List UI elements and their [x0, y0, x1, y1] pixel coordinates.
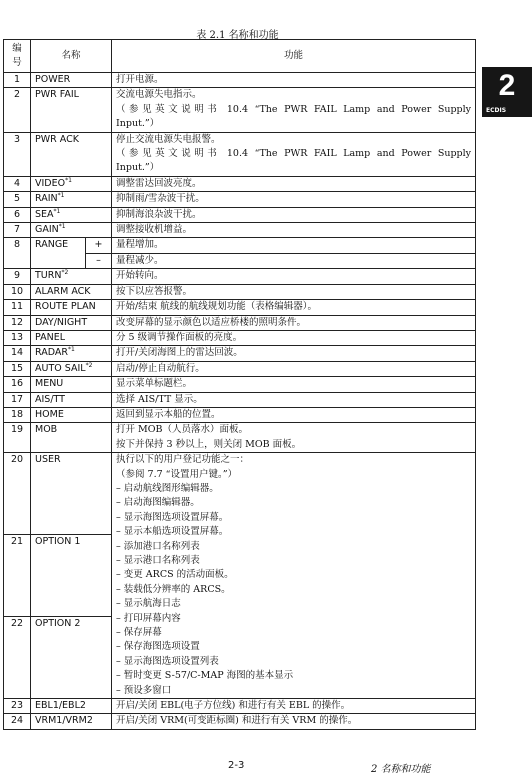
row-function	[112, 315, 476, 330]
function-line: 打开 MOB（人员落水）面板。	[116, 424, 249, 436]
row-name-text: MOB	[35, 424, 58, 436]
table-row	[4, 284, 476, 299]
range-minus: –	[86, 253, 112, 268]
function-line: （参见英文说明书 10.4 “The PWR FAIL Lamp and Power Supply	[116, 103, 472, 115]
row-function	[112, 330, 476, 345]
row-number: 5	[4, 192, 31, 207]
row-function	[112, 361, 476, 376]
row-function	[112, 407, 476, 422]
row-number: 15	[4, 361, 31, 376]
function-line: – 启动航线图形编辑器。	[116, 482, 219, 494]
function-line: 启动/停止自动航行。	[116, 362, 205, 374]
row-number: 11	[4, 300, 31, 315]
header-function: 功能	[112, 40, 476, 73]
row-name-text: AUTO SAIL	[35, 362, 86, 374]
function-line: 按下并保持 3 秒以上，则关闭 MOB 面板。	[116, 438, 302, 450]
row-number: 18	[4, 407, 31, 422]
row-name	[31, 300, 112, 315]
row-name: EBL1/EBL2	[31, 699, 112, 714]
table-row	[4, 315, 476, 330]
row-name-text: GAIN	[35, 224, 59, 236]
row-name	[31, 88, 112, 132]
table-row	[4, 223, 476, 238]
row-name	[31, 132, 112, 176]
function-line: – 装载低分辨率的 ARCS。	[116, 583, 231, 595]
row-name: OPTION 2	[31, 617, 112, 699]
function-line: 分 5 级调节操作面板的亮度。	[116, 331, 243, 343]
table-row	[4, 73, 476, 88]
function-line: 选择 AIS/TT 显示。	[116, 393, 203, 405]
table-row	[4, 361, 476, 376]
row-name-text: PWR ACK	[35, 133, 79, 145]
table-row	[4, 330, 476, 345]
function-line: 抑制海浪杂波干扰。	[116, 208, 202, 220]
table-row	[4, 207, 476, 222]
row-name	[31, 392, 112, 407]
function-line: （参见英文说明书 10.4 “The PWR FAIL Lamp and Power Supply	[116, 148, 472, 160]
row-name	[31, 284, 112, 299]
function-line: 返回到显示本船的位置。	[116, 408, 221, 420]
row-number: 4	[4, 176, 31, 191]
chapter-tab	[482, 67, 532, 117]
row-function	[112, 300, 476, 315]
row-name-text: RAIN	[35, 193, 58, 205]
footnote-mark: *2	[85, 361, 93, 369]
function-line: – 保存海图选项设置	[116, 641, 200, 653]
row-number: 1	[4, 73, 31, 88]
footnote-mark: *1	[53, 207, 61, 215]
row-number: 13	[4, 330, 31, 345]
row-number: 21	[4, 535, 31, 617]
row-function	[112, 392, 476, 407]
row-function	[112, 453, 476, 699]
row-name-text: VIDEO	[35, 177, 66, 189]
function-line: 调整雷达回波亮度。	[116, 177, 202, 189]
function-line: （参阅 7.7 “设置用户键。”）	[116, 468, 238, 480]
row-number: 20	[4, 453, 31, 535]
table-row	[4, 88, 476, 132]
row-name-text: MENU	[35, 378, 64, 390]
row-name-text: DAY/NIGHT	[35, 316, 88, 328]
function-line: – 显示海图选项设置屏幕。	[116, 511, 229, 523]
table-caption: 表 2.1 名称和功能	[196, 30, 279, 41]
row-name	[31, 192, 112, 207]
table-row	[4, 132, 476, 176]
table-row	[4, 453, 476, 535]
row-function	[112, 176, 476, 191]
row-number: 8	[4, 238, 31, 269]
row-name	[31, 330, 112, 345]
row-name-text: ROUTE PLAN	[35, 301, 96, 313]
row-number: 7	[4, 223, 31, 238]
row-function: 开启/关闭 EBL(电子方位线) 和进行有关 EBL 的操作。	[112, 699, 476, 714]
row-name	[31, 223, 112, 238]
row-function: 开启/关闭 VRM(可变距标圈) 和进行有关 VRM 的操作。	[112, 714, 476, 729]
function-line: – 显示航海日志	[116, 598, 181, 610]
row-function	[112, 346, 476, 361]
row-name	[31, 269, 112, 284]
table-row	[4, 407, 476, 422]
function-line: – 保存屏幕	[116, 627, 162, 639]
table-row	[4, 192, 476, 207]
header-name: 名称	[31, 40, 112, 73]
row-name-text: POWER	[35, 74, 71, 85]
row-number: 24	[4, 714, 31, 729]
footnote-mark: *1	[67, 346, 75, 354]
function-line: – 显示港口名称列表	[116, 555, 200, 566]
table-row	[4, 176, 476, 191]
row-number: 23	[4, 699, 31, 714]
row-number: 17	[4, 392, 31, 407]
row-name-text: PANEL	[35, 331, 66, 343]
function-line: 交流电源失电指示。	[116, 89, 202, 101]
row-function: 量程增加。	[112, 238, 476, 253]
function-line: 开始/结束 航线的航线规划功能（表格编辑器）。	[116, 301, 317, 313]
function-line: – 打印屏幕内容	[116, 612, 181, 624]
function-line: Input.”）	[116, 118, 160, 130]
table-row	[4, 238, 476, 253]
row-name-text: AIS/TT	[35, 393, 65, 405]
row-number: 14	[4, 346, 31, 361]
row-name-text: TURN	[35, 270, 62, 282]
table-row	[4, 346, 476, 361]
table-row	[4, 300, 476, 315]
row-name-text: RADAR	[35, 347, 68, 359]
function-line: 显示菜单标题栏。	[116, 378, 193, 390]
function-line: 开始转向。	[116, 270, 164, 282]
row-name: RANGE	[31, 238, 86, 269]
names-functions-table	[3, 39, 476, 730]
row-function	[112, 223, 476, 238]
row-function	[112, 377, 476, 392]
function-line: – 变更 ARCS 的活动面板。	[116, 569, 234, 581]
function-line: – 显示海图选项设置列表	[116, 655, 219, 667]
row-name	[31, 176, 112, 191]
row-name	[31, 207, 112, 222]
function-line: – 添加港口名称列表	[116, 540, 200, 552]
row-name	[31, 423, 112, 453]
row-name-text: SEA	[35, 208, 54, 220]
row-number: 10	[4, 284, 31, 299]
row-function	[112, 88, 476, 132]
footnote-mark: *1	[58, 222, 66, 230]
function-line: 停止交流电源失电报警。	[116, 133, 221, 145]
row-number: 2	[4, 88, 31, 132]
table-row	[4, 392, 476, 407]
row-function	[112, 73, 476, 88]
chapter-tab-label: ECDIS	[486, 107, 507, 114]
row-function: 量程减少。	[112, 253, 476, 268]
row-number: 3	[4, 132, 31, 176]
row-name	[31, 361, 112, 376]
row-name-text: HOME	[35, 408, 64, 420]
chapter-title: 2 名称和功能	[371, 764, 431, 775]
table-row	[4, 269, 476, 284]
table-row	[4, 377, 476, 392]
function-line: Input.”）	[116, 162, 160, 174]
page-number: 2-3	[228, 760, 245, 771]
function-line: 打开/关闭海图上的雷达回波。	[116, 347, 243, 359]
function-line: 按下以应答报警。	[116, 285, 193, 297]
row-name	[31, 73, 112, 88]
row-function	[112, 207, 476, 222]
row-name	[31, 377, 112, 392]
function-line: – 暂时变更 S-57/C-MAP 海图的基本显示	[116, 670, 294, 682]
row-number: 12	[4, 315, 31, 330]
row-name	[31, 346, 112, 361]
range-plus: +	[86, 238, 112, 253]
row-number: 22	[4, 617, 31, 699]
row-function	[112, 132, 476, 176]
header-number	[4, 40, 31, 73]
row-name	[31, 315, 112, 330]
row-name: USER	[31, 453, 112, 535]
function-line: 抑制雨/雪杂波干扰。	[116, 193, 205, 205]
row-number: 9	[4, 269, 31, 284]
footnote-mark: *1	[65, 176, 72, 184]
row-name	[31, 407, 112, 422]
table-row	[4, 423, 476, 453]
row-name: OPTION 1	[31, 535, 112, 617]
row-number: 6	[4, 207, 31, 222]
row-name: VRM1/VRM2	[31, 714, 112, 729]
function-line: 执行以下的用户登记功能之一：	[116, 454, 250, 466]
function-line: 打开电源。	[116, 74, 164, 85]
table-row	[4, 714, 476, 729]
function-line: – 预设多窗口	[116, 684, 172, 696]
header-number-line2: 号	[12, 57, 22, 68]
footnote-mark: *2	[61, 269, 69, 277]
header-number-line1: 编	[12, 42, 22, 54]
row-function	[112, 269, 476, 284]
row-number: 16	[4, 377, 31, 392]
table-row	[4, 699, 476, 714]
row-number: 19	[4, 423, 31, 453]
row-function	[112, 192, 476, 207]
row-name-text: PWR FAIL	[35, 89, 79, 101]
row-function	[112, 284, 476, 299]
chapter-tab-number: 2	[498, 69, 516, 102]
function-line: – 启动海图编辑器。	[116, 497, 200, 509]
function-line: – 显示本船选项设置屏幕。	[116, 526, 229, 538]
row-name-text: ALARM ACK	[35, 285, 91, 297]
footnote-mark: *1	[57, 192, 65, 200]
row-function	[112, 423, 476, 453]
function-line: 改变屏幕的显示颜色以适应桥楼的照明条件。	[116, 316, 307, 328]
function-line: 调整接收机增益。	[116, 224, 193, 236]
